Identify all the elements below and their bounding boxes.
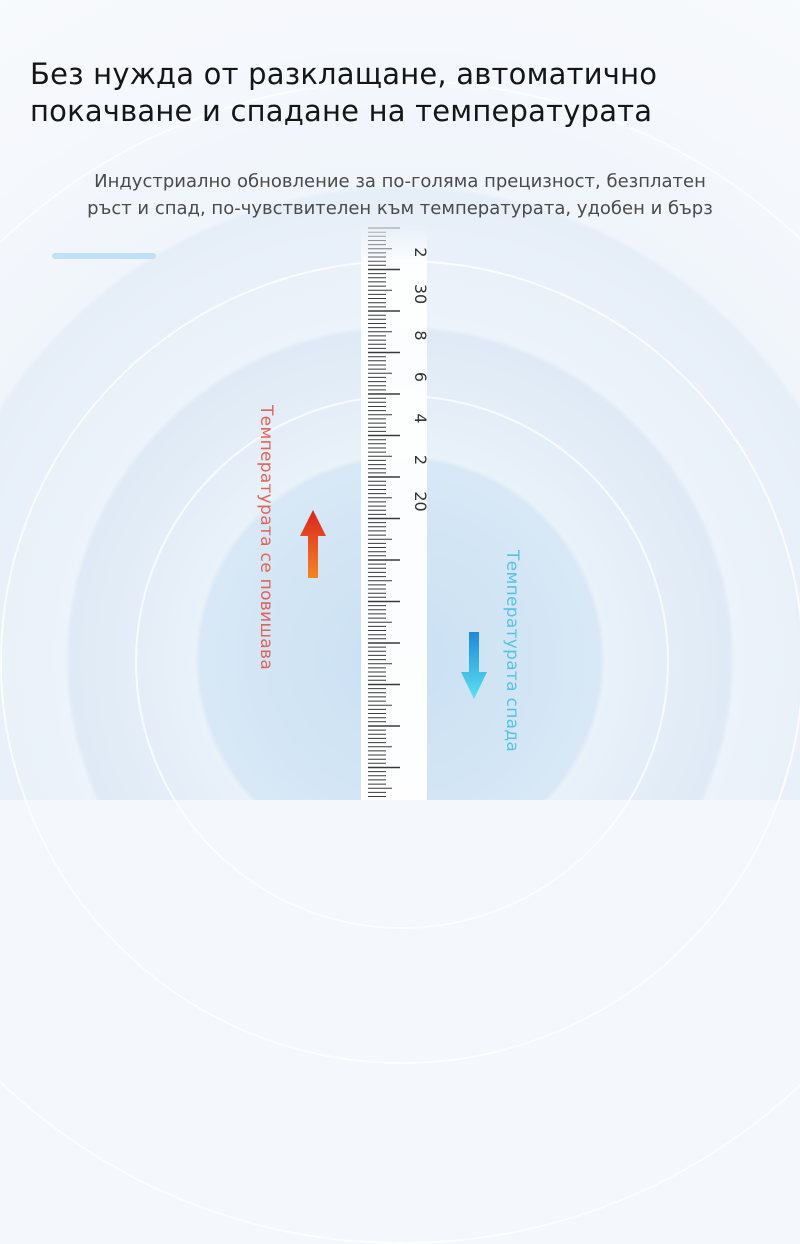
page-description-line: ръст и спад, по-чувствителен към температурата, удобен и бърз xyxy=(87,198,713,219)
page-title-line: покачване и спадане на температурата xyxy=(30,94,653,128)
scale-label: 30 xyxy=(411,283,430,305)
temperature-falling-label: Температурата спада xyxy=(502,550,522,753)
page-description-line: Индустриално обновление за по-голяма прецизност, безплатен xyxy=(94,171,706,192)
scale-label: 4 xyxy=(411,413,430,424)
scale-label: 20 xyxy=(411,491,430,512)
arrow-up-icon xyxy=(299,510,327,580)
arrow-down-icon xyxy=(460,632,488,700)
temperature-rising-label: Температурата се повишава xyxy=(256,405,276,671)
page-title-line: Без нужда от разклащане, автоматично xyxy=(30,57,658,91)
accent-bar xyxy=(52,253,156,259)
scale-label: 2 xyxy=(411,247,430,258)
scale-label: 6 xyxy=(411,371,430,383)
page-title xyxy=(30,56,770,130)
page-description xyxy=(20,168,780,222)
scale-label: 8 xyxy=(411,330,430,341)
thermometer xyxy=(355,225,435,800)
scale-label: 2 xyxy=(411,454,430,466)
